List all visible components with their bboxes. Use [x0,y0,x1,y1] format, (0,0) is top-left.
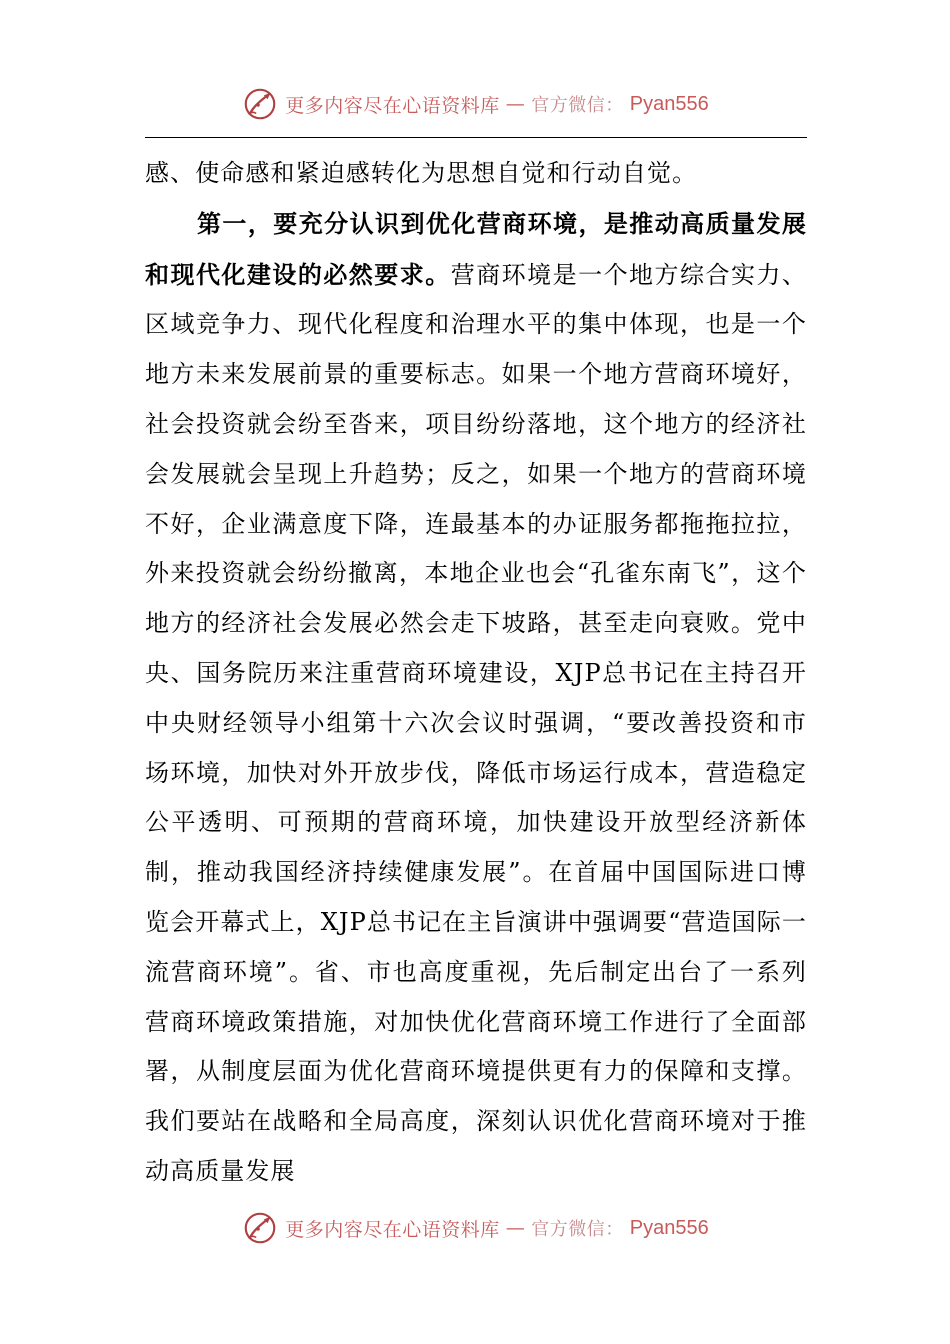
footer-wechat-id: Pyan556 [629,1216,709,1239]
document-body [145,149,807,1197]
header-wechat-id: Pyan556 [629,92,709,115]
footer-wechat-label: 官方微信： [531,1219,624,1240]
pen-nib-logo-icon [241,1209,279,1247]
header-dash: — [505,93,526,115]
paragraph-body-text: 营商环境是一个地方综合实力、区域竞争力、现代化程度和治理水平的集中体现，也是一个地方未来发展前景的重要标志。如果一个地方营商环境好，社会投资就会纷至沓来，项目纷纷落地，这个地方的经济社会发展就会呈现上升趋势；反之，如果一个地方的营商环境不好，企业满意度下降，连最基本的办证服务都拖拖拉拉，外来投资就会纷纷撤离，本地企业也会“孔雀东南飞”，这个地方的经济社会发展必然会走下坡路，甚至走向衰败。党中央、国务院历来注重营商环境建设，XJP总书记在主持召开中央财经领导小组第十六次会议时强调，“要改善投资和市场环境，加快对外开放步伐，降低市场运行成本，营造稳定公平透明、可预期的营商环境，加快建设开放型经济新体制，推动我国经济持续健康发展”。在首届中国国际进口博览会开幕式上，XJP总书记在主旨演讲中强调要“营造国际一流营商环境”。省、市也高度重视，先后制定出台了一系列营商环境政策措施，对加快优化营商环境工作进行了全面部署，从制度层面为优化营商环境提供更有力的保障和支撑。我们要站在战略和全局高度，深刻认识优化营商环境对于推动高质量发展 [145,260,808,1185]
pen-nib-logo-icon [241,85,279,123]
header-rule [145,137,807,138]
footer-brand-text: 更多内容尽在心语资料库 [285,1218,500,1241]
footer-banner [0,1206,950,1250]
header-banner-inner [241,85,708,123]
paragraph-lead-sentence: 第一，要充分认识到优化营商环境，是推动高质量发展和现代化建设的必然要求。 [145,208,807,289]
paragraph-first-point [145,199,807,1197]
header-wechat-label: 官方微信： [531,95,624,116]
paragraph-continuation: 感、使命感和紧迫感转化为思想自觉和行动自觉。 [145,159,698,187]
header-banner [0,82,950,126]
header-brand-text: 更多内容尽在心语资料库 [285,94,500,117]
footer-banner-inner [241,1209,708,1247]
footer-dash: — [505,1217,526,1239]
